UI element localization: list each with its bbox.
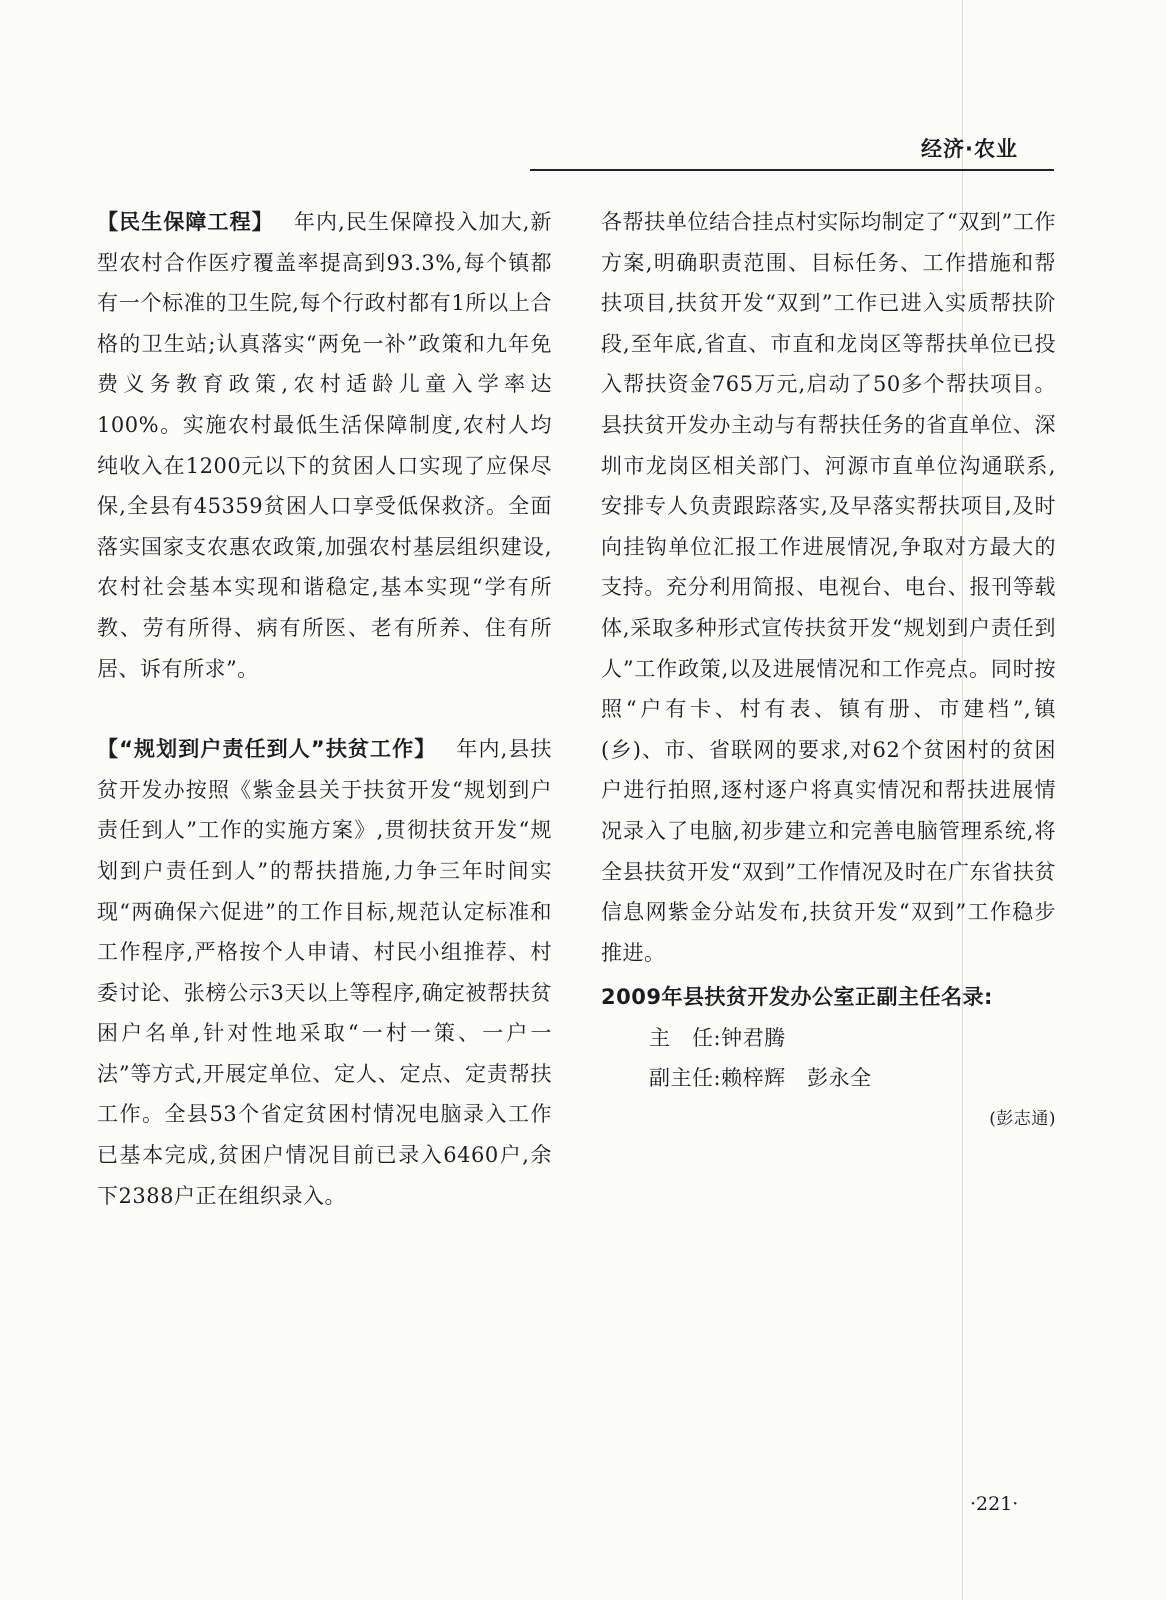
author-credit: (彭志通) (989, 1109, 1056, 1130)
page-number: ·221· (970, 1493, 1019, 1515)
poverty-plan-body: 年内,县扶贫开发办按照《紫金县关于扶贫开发“规划到户责任到人”工作的实施方案》,贯彻扶贫开发“规划到户责任到人”的帮扶措施,力争三年时间实现“两确保六促进”的工作目标,规范认定标准和工作程序,严格按个人申请、村民小组推荐、村委讨论、张榜公示3天以上等程序,确定被帮扶贫困户名单,针对性地采取“一村一策、一户一法”等方式,开展定单位、定人、定点、定责帮扶工作。全县53个省定贫困村情况电脑录入工作已基本完成,贫困户情况目前已录入6460户,余下2388户正在组织录入。 (97, 737, 552, 1208)
roster-names: 钟君腾 (721, 1025, 786, 1050)
poverty-plan-title: 【“规划到户责任到人”扶贫工作】 (97, 737, 437, 762)
livelihood-title: 【民生保障工程】 (97, 210, 274, 234)
section-header: 经济·农业 (921, 137, 1018, 161)
roster-line-deputy (601, 1058, 1056, 1099)
left-column (97, 202, 552, 1216)
paragraph-poverty-plan (97, 729, 552, 1216)
roster-names: 赖梓辉 彭永全 (721, 1066, 872, 1091)
paragraph-spacer (97, 689, 552, 729)
livelihood-body: 年内,民生保障投入加大,新型农村合作医疗覆盖率提高到93.3%,每个镇都有一个标准的卫生院,每个行政村都有1所以上合格的卫生站;认真落实“两免一补”政策和九年免费义务教育政策,农村适龄儿童入学率达100%。实施农村最低生活保障制度,农村人均纯收入在1200元以下的贫困人口实现了应保尽保,全县有45359贫困人口享受低保救济。全面落实国家支农惠农政策,加强农村基层组织建设,农村社会基本实现和谐稳定,基本实现“学有所教、劳有所得、病有所医、老有所养、住有所居、诉有所求”。 (97, 210, 552, 681)
right-column (601, 202, 1056, 1139)
paragraph-poverty-continued: 各帮扶单位结合挂点村实际均制定了“双到”工作方案,明确职责范围、目标任务、工作措施和帮扶项目,扶贫开发“双到”工作已进入实质帮扶阶段,至年底,省直、市直和龙岗区等帮扶单位已投入帮扶资金765万元,启动了50多个帮扶项目。县扶贫开发办主动与有帮扶任务的省直单位、深圳市龙岗区相关部门、河源市直单位沟通联系,安排专人负责跟踪落实,及早落实帮扶项目,及时向挂钩单位汇报工作进展情况,争取对方最大的支持。充分利用简报、电视台、电台、报刊等载体,采取多种形式宣传扶贫开发“规划到户责任到人”工作政策,以及进展情况和工作亮点。同时按照“户有卡、村有表、镇有册、市建档”,镇(乡)、市、省联网的要求,对62个贫困村的贫困户进行拍照,逐村逐户将真实情况和帮扶进展情况录入了电脑,初步建立和完善电脑管理系统,将全县扶贫开发“双到”工作情况及时在广东省扶贫信息网紫金分站发布,扶贫开发“双到”工作稳步推进。 (601, 210, 1056, 965)
roster-title: 2009年县扶贫开发办公室正副主任名录: (601, 985, 993, 1010)
roster-line-director (601, 1018, 1056, 1059)
roster-role: 副主任: (649, 1066, 722, 1091)
paragraph-livelihood (97, 202, 552, 689)
roster-role: 主 任: (649, 1025, 722, 1050)
header-rule (530, 169, 1054, 171)
